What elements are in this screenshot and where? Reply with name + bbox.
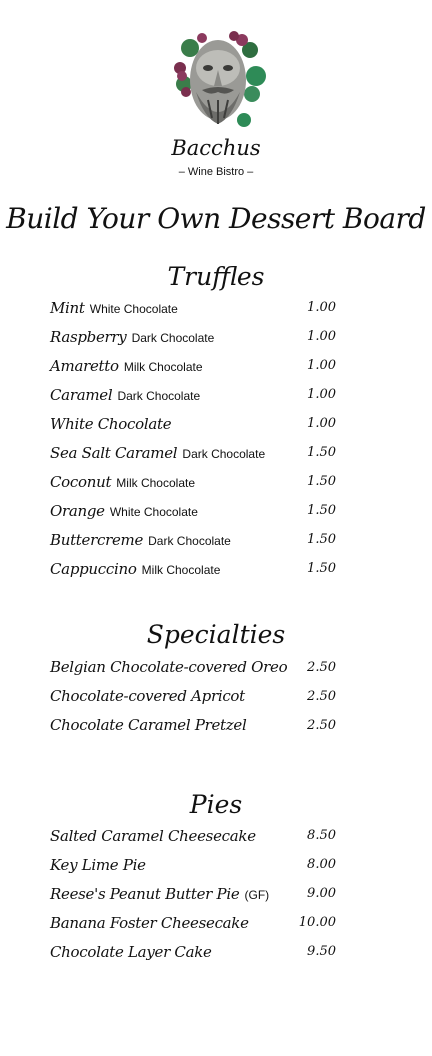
item-price: 8.50 (307, 828, 336, 843)
list-item (50, 530, 350, 554)
truffle-flavor: Coconut (50, 473, 112, 491)
list-item (50, 327, 350, 351)
truffle-flavor: Orange (50, 502, 105, 520)
item-price: 9.50 (307, 944, 336, 959)
item-name: Banana Foster Cheesecake (50, 914, 249, 932)
list-item (50, 884, 350, 908)
truffle-flavor: Raspberry (50, 328, 127, 346)
truffle-flavor: Amaretto (50, 357, 119, 375)
item-name: Chocolate-covered Apricot (50, 687, 245, 705)
truffle-chocolate-type: White Chocolate (109, 505, 198, 519)
page-title: Build Your Own Dessert Board (6, 202, 426, 235)
list-item (50, 687, 350, 711)
item-name: Key Lime Pie (50, 856, 146, 874)
item-price: 1.50 (307, 445, 336, 460)
truffle-chocolate-type: Milk Chocolate (116, 476, 195, 490)
list-item (50, 501, 350, 525)
item-price: 9.00 (307, 886, 336, 901)
list-item (50, 414, 350, 438)
list-item (50, 826, 350, 850)
list-item (50, 942, 350, 966)
truffle-chocolate-type: Dark Chocolate (148, 534, 231, 548)
item-price: 2.50 (307, 660, 336, 675)
item-name: Belgian Chocolate-covered Oreo (50, 658, 288, 676)
list-item (50, 559, 350, 583)
truffle-chocolate-type: Milk Chocolate (141, 563, 221, 577)
list-item (50, 658, 350, 682)
item-name: Chocolate Layer Cake (50, 943, 212, 961)
truffle-flavor: Buttercreme (50, 531, 144, 549)
section-title-truffles: Truffles (167, 262, 265, 291)
item-price: 10.00 (298, 915, 336, 930)
item-note: (GF) (244, 888, 270, 902)
item-price: 8.00 (307, 857, 336, 872)
item-price: 2.50 (307, 689, 336, 704)
truffle-flavor: White Chocolate (50, 415, 172, 433)
section-title-specialties: Specialties (146, 620, 286, 649)
brand-name: Bacchus (171, 136, 261, 160)
truffle-chocolate-type: Dark Chocolate (131, 331, 215, 345)
list-item (50, 356, 350, 380)
item-price: 1.00 (307, 358, 336, 373)
item-name: Chocolate Caramel Pretzel (50, 716, 247, 734)
item-price: 1.00 (307, 416, 336, 431)
truffle-chocolate-type: Dark Chocolate (182, 447, 266, 461)
list-item (50, 298, 350, 322)
list-item (50, 472, 350, 496)
item-price: 1.00 (307, 300, 336, 315)
item-price: 2.50 (307, 718, 336, 733)
truffle-flavor: Sea Salt Caramel (50, 444, 178, 462)
item-price: 1.50 (307, 474, 336, 489)
truffle-chocolate-type: Milk Chocolate (123, 360, 203, 374)
truffle-flavor: Caramel (50, 386, 113, 404)
list-item (50, 385, 350, 409)
list-item (50, 716, 350, 740)
list-item (50, 443, 350, 467)
item-price: 1.00 (307, 329, 336, 344)
truffle-flavor: Mint (50, 299, 85, 317)
truffle-chocolate-type: White Chocolate (89, 302, 178, 316)
truffle-chocolate-type: Dark Chocolate (117, 389, 201, 403)
item-price: 1.00 (307, 387, 336, 402)
truffle-flavor: Cappuccino (50, 560, 137, 578)
section-title-pies: Pies (189, 790, 243, 819)
item-name: Reese's Peanut Butter Pie (50, 885, 240, 903)
bacchus-logo-icon (172, 28, 266, 132)
item-price: 1.50 (307, 532, 336, 547)
list-item (50, 855, 350, 879)
brand-subtitle: – Wine Bistro – (178, 166, 254, 178)
item-price: 1.50 (307, 503, 336, 518)
item-price: 1.50 (307, 561, 336, 576)
item-name: Salted Caramel Cheesecake (50, 827, 256, 845)
list-item (50, 913, 350, 937)
